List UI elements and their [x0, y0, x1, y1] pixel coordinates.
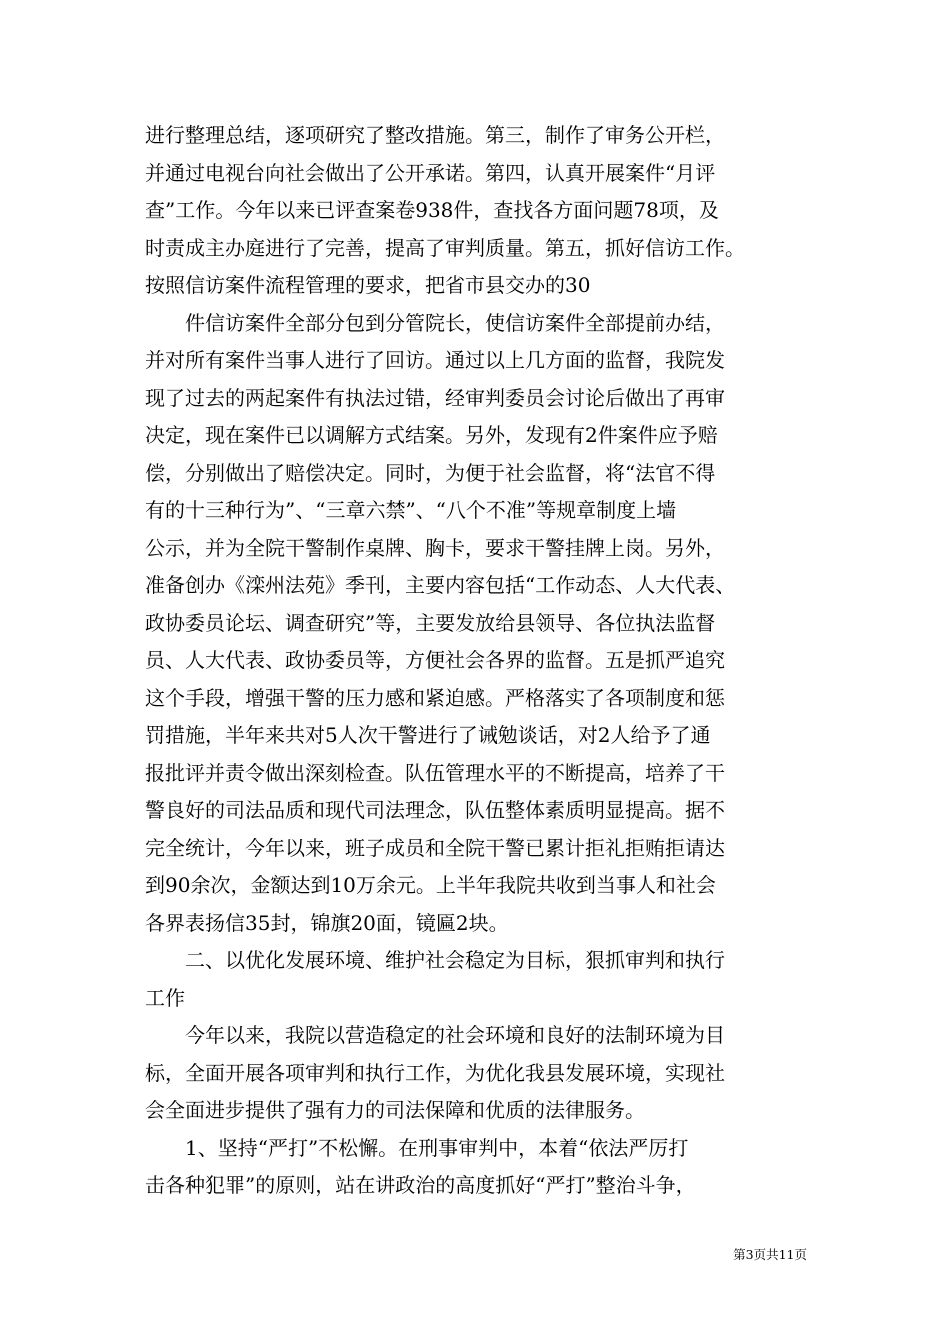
- text-line: 准备创办《滦州法苑》季刊，主要内容包括“工作动态、人大代表、: [145, 573, 736, 597]
- text-line: 偿，分别做出了赔偿决定。同时，为便于社会监督，将“法官不得: [145, 460, 716, 485]
- text-line: 有的十三种行为”、“三章六禁”、“八个不准”等规章制度上墙: [145, 498, 677, 522]
- page-number-footer: 第3页共11页: [733, 1247, 807, 1262]
- text-line: 员、人大代表、政协委员等，方便社会各界的监督。五是抓严追究: [145, 648, 725, 672]
- text-line: 决定，现在案件已以调解方式结案。另外，发现有2件案件应予赔: [145, 423, 718, 447]
- text-line: 警良好的司法品质和现代司法理念，队伍整体素质明显提高。据不: [145, 798, 725, 822]
- text-line: 公示，并为全院干警制作桌牌、胸卡，要求干警挂牌上岗。另外，: [145, 535, 725, 560]
- text-line: 会全面进步提供了强有力的司法保障和优质的法律服务。: [145, 1098, 645, 1122]
- text-line: 时责成主办庭进行了完善，提高了审判质量。第五，抓好信访工作。: [145, 235, 745, 260]
- text-line: 今年以来，我院以营造稳定的社会环境和良好的法制环境为目: [185, 1023, 725, 1047]
- text-line: 击各种犯罪”的原则，站在讲政治的高度抓好“严打”整治斗争，: [145, 1173, 696, 1197]
- text-line: 工作: [145, 985, 185, 1010]
- text-line: 各界表扬信35封，锦旗20面，镜匾2块。: [145, 910, 509, 935]
- text-line: 并对所有案件当事人进行了回访。通过以上几方面的监督，我院发: [145, 348, 725, 372]
- text-line: 罚措施，半年来共对5人次干警进行了诫勉谈话，对2人给予了通: [145, 723, 711, 747]
- text-line: 并通过电视台向社会做出了公开承诺。第四，认真开展案件“月评: [145, 160, 716, 185]
- text-line: 报批评并责令做出深刻检查。队伍管理水平的不断提高，培养了干: [145, 760, 725, 785]
- text-line: 查”工作。今年以来已评查案卷938件，查找各方面问题78项，及: [145, 198, 719, 222]
- text-line: 完全统计，今年以来，班子成员和全院干警已累计拒礼拒贿拒请达: [145, 835, 725, 860]
- text-line: 按照信访案件流程管理的要求，把省市县交办的30: [145, 273, 591, 297]
- document-body: [145, 117, 825, 1205]
- text-line: 1、坚持“严打”不松懈。在刑事审判中，本着“依法严厉打: [185, 1135, 689, 1160]
- text-line: 件信访案件全部分包到分管院长，使信访案件全部提前办结，: [185, 310, 725, 335]
- text-line: 这个手段，增强干警的压力感和紧迫感。严格落实了各项制度和惩: [145, 685, 725, 710]
- text-line: 二、以优化发展环境、维护社会稳定为目标，狠抓审判和执行: [185, 948, 725, 972]
- text-line: 现了过去的两起案件有执法过错，经审判委员会讨论后做出了再审: [145, 385, 725, 410]
- text-line: 到90余次，金额达到10万余元。上半年我院共收到当事人和社会: [145, 873, 716, 897]
- text-line: 进行整理总结，逐项研究了整改措施。第三，制作了审务公开栏，: [145, 123, 725, 147]
- text-line: 政协委员论坛、调查研究”等，主要发放给县领导、各位执法监督: [145, 610, 716, 635]
- text-line: 标，全面开展各项审判和执行工作，为优化我县发展环境，实现社: [145, 1060, 725, 1085]
